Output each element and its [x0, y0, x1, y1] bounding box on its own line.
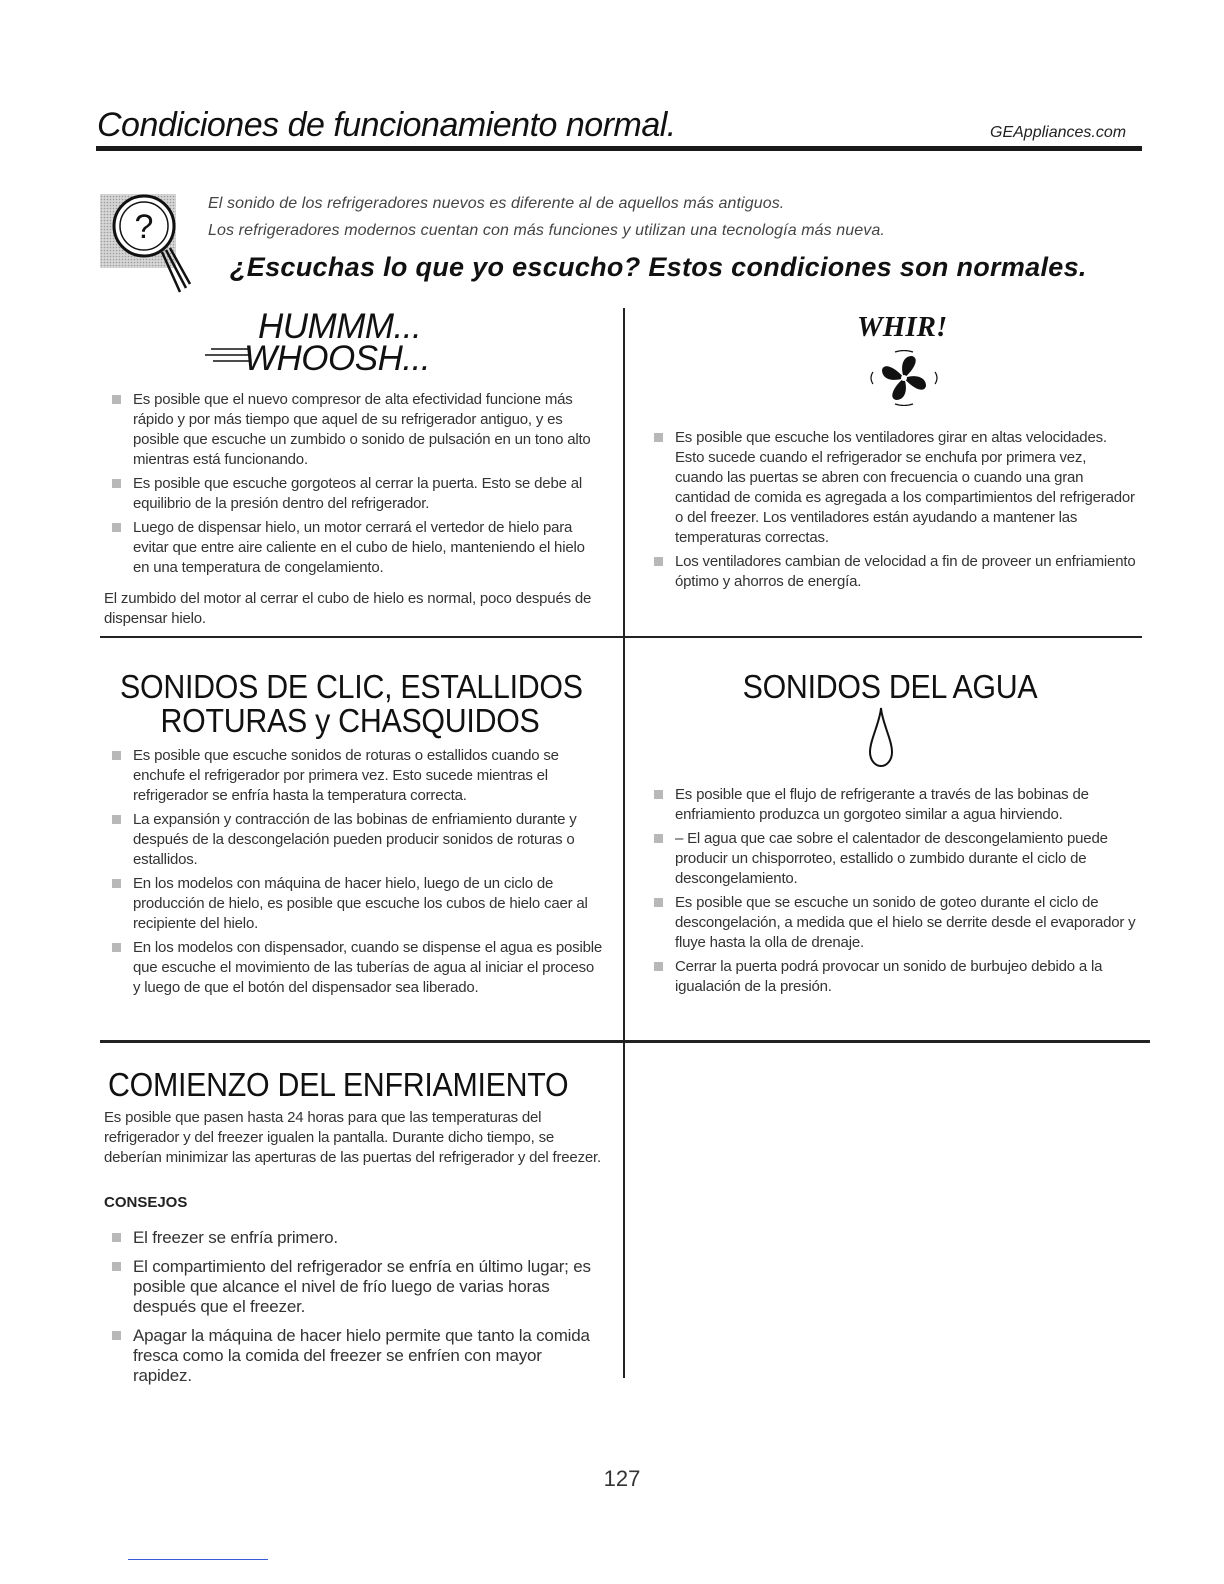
list-item: Es posible que escuche sonidos de roturas o estallidos cuando se enchufe el refrigerador por primera vez. Esto sucede mientras el refrigerador se enfría hasta la temperatura correcta. — [104, 746, 604, 806]
water-drop-icon — [868, 706, 894, 768]
list-item: Es posible que escuche los ventiladores girar en altas velocidades. Esto sucede cuando el refrigerador se enchufa por primera vez, cuando las puertas se abren con frecuencia o cuando una gran cantidad de comida es agregada a los compartimientos del refrigerador o del freezer. Los ventiladores están ayudando a mantener las temperaturas correctas. — [646, 428, 1136, 548]
page-number: 127 — [603, 1466, 641, 1491]
list-item: Es posible que el nuevo compresor de alta efectividad funcione más rápido y por más tiempo que aquel de su refrigerador antiguo, y es posible que escuche un zumbido o sonido de pulsación en un tono alto mientras está funcionando. — [104, 390, 594, 470]
bullet-icon — [654, 962, 663, 971]
hummm-list — [104, 390, 594, 582]
row-divider-1 — [100, 636, 1142, 638]
whoosh-title: WHOOSH... — [244, 339, 431, 378]
list-item: Los ventiladores cambian de velocidad a fin de proveer un enfriamiento óptimo y ahorros de energía. — [646, 552, 1136, 592]
header-rule — [96, 146, 1142, 151]
list-item: La expansión y contracción de las bobinas de enfriamiento durante y después de la descongelación pueden producir sonidos de roturas o estallidos. — [104, 810, 604, 870]
bullet-icon — [112, 1233, 121, 1242]
list-item: – El agua que cae sobre el calentador de descongelamiento puede producir un chisporroteo, estallido o zumbido durante el ciclo de descongelamiento. — [646, 829, 1136, 889]
bullet-icon — [112, 395, 121, 404]
list-item: Es posible que escuche gorgoteos al cerrar la puerta. Esto se debe al equilibrio de la presión dentro del refrigerador. — [104, 474, 594, 514]
list-item: El freezer se enfría primero. — [104, 1228, 604, 1248]
section-subhead: ¿Escuchas lo que yo escucho? Estos condiciones son normales. — [230, 252, 1087, 282]
list-item: Es posible que el flujo de refrigerante a través de las bobinas de enfriamiento produzca un gorgoteo similar a agua hirviendo. — [646, 785, 1136, 825]
row-divider-2 — [100, 1040, 1150, 1043]
intro-line-2: Los refrigeradores modernos cuentan con más funciones y utilizan una tecnología más nueva. — [208, 222, 885, 239]
bullet-icon — [654, 834, 663, 843]
bullet-icon — [112, 523, 121, 532]
agua-title: SONIDOS DEL AGUA — [742, 668, 1038, 705]
svg-text:?: ? — [134, 208, 154, 246]
column-divider — [623, 308, 625, 1378]
clic-title-line-1: SONIDOS DE CLIC, ESTALLIDOS — [120, 668, 583, 705]
clic-list — [104, 746, 604, 1002]
bullet-icon — [112, 479, 121, 488]
clic-title-line-2: ROTURAS y CHASQUIDOS — [160, 702, 540, 739]
footer-rule — [128, 1559, 268, 1560]
bullet-icon — [112, 751, 121, 760]
whir-list — [646, 428, 1136, 596]
enfriamiento-paragraph: Es posible que pasen hasta 24 horas para que las temperaturas del refrigerador y del freezer igualen la pantalla. Durante dicho tiempo, se deberían minimizar las aperturas de las puertas del refrigerador y del freezer. — [104, 1109, 601, 1166]
list-item: En los modelos con dispensador, cuando se dispense el agua es posible que escuche el movimiento de las tuberías de agua al iniciar el proceso y luego de que el botón del dispensador sea liberado. — [104, 938, 604, 998]
bullet-icon — [112, 815, 121, 824]
bullet-icon — [654, 433, 663, 442]
tips-label: CONSEJOS — [104, 1194, 188, 1211]
question-magnifier-icon — [100, 186, 196, 306]
bullet-icon — [112, 1331, 121, 1340]
agua-list — [646, 785, 1136, 1001]
bullet-icon — [654, 898, 663, 907]
list-item: Cerrar la puerta podrá provocar un sonido de burbujeo debido a la igualación de la presión. — [646, 957, 1136, 997]
bullet-icon — [112, 1262, 121, 1271]
bullet-icon — [112, 879, 121, 888]
whir-title: WHIR! — [857, 311, 948, 343]
intro-line-1: El sonido de los refrigeradores nuevos es diferente al de aquellos más antiguos. — [208, 195, 785, 212]
list-item: Apagar la máquina de hacer hielo permite que tanto la comida fresca como la comida del freezer se enfríen con mayor rapidez. — [104, 1326, 604, 1386]
bullet-icon — [654, 790, 663, 799]
tips-list — [104, 1228, 604, 1395]
list-item: En los modelos con máquina de hacer hielo, luego de un ciclo de producción de hielo, es posible que escuche los cubos de hielo caer al recipiente del hielo. — [104, 874, 604, 934]
enfriamiento-title: COMIENZO DEL ENFRIAMIENTO — [108, 1066, 569, 1103]
hummm-title: HUMMM... — [258, 307, 422, 346]
bullet-icon — [654, 557, 663, 566]
list-item: Luego de dispensar hielo, un motor cerrará el vertedor de hielo para evitar que entre aire caliente en el cubo de hielo, manteniendo el hielo en una temperatura de congelamiento. — [104, 518, 594, 578]
site-url: GEAppliances.com — [990, 124, 1127, 141]
bullet-icon — [112, 943, 121, 952]
list-item: El compartimiento del refrigerador se enfría en último lugar; es posible que alcance el nivel de frío luego de varias horas después que el freezer. — [104, 1257, 604, 1317]
fan-icon — [865, 350, 943, 406]
list-item: Es posible que se escuche un sonido de goteo durante el ciclo de descongelación, a medida que el hielo se derrite desde el evaporador y fluye hasta la olla de drenaje. — [646, 893, 1136, 953]
whoosh-lines-icon — [205, 343, 249, 365]
page-title: Condiciones de funcionamiento normal. — [97, 106, 676, 144]
hummm-note: El zumbido del motor al cerrar el cubo de hielo es normal, poco después de dispensar hielo. — [104, 590, 592, 627]
